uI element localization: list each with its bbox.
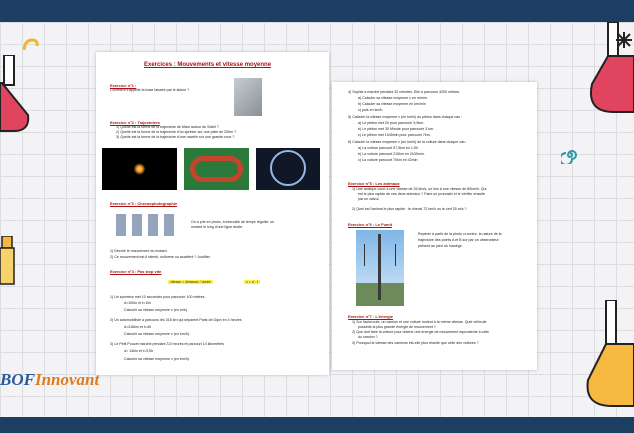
exercise-5-heading: Exercice n°5 : Les animaux: [348, 181, 400, 186]
p2-line-3: b) Calculer sa vitesse moyenne en km/min: [358, 102, 426, 106]
flask-bottom-right-icon: [582, 300, 634, 410]
exercise-4-q1b: d=100m et t=10s: [124, 301, 151, 305]
p2-line-12: c) La voiture parcourt 70km en 42min: [358, 158, 418, 162]
exercise-5-line-b: est le plus rapide de ces deux animaux ? Faire un pronostic et le vérifier ensuite: [358, 192, 486, 196]
spiral-icon: [561, 146, 579, 164]
worksheet-page-2: [332, 82, 537, 370]
p2-line-8: c) Le piéton met 1h45min pour parcourir 7km.: [358, 133, 431, 137]
logo-part-2: Innovant: [34, 370, 100, 389]
exercise-5-line-d: 2) Quel est l'animal le plus rapide : le cheval 72 km/h ou le cerf 25 m/s ?: [352, 207, 467, 211]
chronophotography-image: [116, 214, 180, 236]
exercise-3-q1: 1) Décrire le mouvement du motard.: [110, 249, 168, 253]
swirl-icon: [22, 38, 40, 52]
exercise-6-line-b: trajectoire des points A et B sur par un observateur: [418, 238, 499, 242]
ski-photo: [234, 78, 262, 116]
exercise-7-line-e: 3) Pourquoi la vitesse des camions est-elle plus réduite que celle des voitures ?: [352, 341, 479, 345]
exercise-7-line-d: du camion ?: [358, 335, 378, 339]
exercise-3-intro-1: On a pris en photo, à intervalle de temps régulier un: [191, 220, 274, 224]
p2-line-9: 6) Calculer la vitesse moyenne v (en km/h) de la voiture dans chaque cas :: [348, 140, 467, 144]
exercise-4-q1c: Calculer sa vitesse moyenne v (en m/s).: [124, 308, 188, 312]
exercise-7-line-b: possède la plus grande énergie de mouvement ?: [358, 325, 436, 329]
p2-line-7: b) Le piéton met 30 Minute pour parcourir 3 km.: [358, 127, 434, 131]
exercise-4-q3b: d= 14km et t=3,5h: [124, 349, 153, 353]
p2-line-4: c) puis en km/h.: [358, 108, 384, 112]
site-logo[interactable]: [0, 370, 99, 390]
flask-left-icon: [0, 55, 34, 135]
exercise-5-line-c: par un calcul.: [358, 197, 380, 201]
p2-line-2: a) Calculer sa vitesse moyenne v en m/min.: [358, 96, 428, 100]
logo-part-1: BOF: [0, 370, 35, 389]
exercise-4-q2a: 2) Un automobiliste a parcouru les 316 km qui séparent Paris de Dijon en 4 heures: [110, 318, 242, 322]
exercise-6-line-c: présent au pied du manège.: [418, 244, 463, 248]
formula-words: vitesse = distance / durée: [170, 280, 211, 284]
exercise-2-q1: 1) Quelle est la forme de la trajectoire de Mars autour du Soleil ?: [116, 125, 219, 129]
formula-symbols: v = d : t: [246, 280, 258, 284]
exercise-4-q3c: Calculer sa vitesse moyenne v (en km/h).: [124, 357, 190, 361]
p2-line-11: b) La voiture parcourt 210km en 2h30min.: [358, 152, 425, 156]
exercise-2-q2: 2) Quelle est la forme de la trajectoire d'un sprinter sur une piste de 200m ?: [116, 130, 237, 134]
exercise-3-heading: Exercice n°3 : Chronophotographie: [110, 201, 178, 206]
exercise-3-intro-2: motard le long d'une ligne droite.: [191, 225, 244, 229]
bottle-left-icon: [0, 236, 16, 286]
exercise-6-heading: Exercice n°6 : Le Fumit: [348, 222, 393, 227]
exercise-5-line-a: 1) Une antilope court à une vitesse de 25,5m/s, un lion à une vitesse de 80km/h. Qui: [352, 187, 487, 191]
exercise-6-line-a: Repérer à partir de la photo ci-contre, la nature de la: [418, 232, 502, 236]
exercise-3-q2: 2) Ce mouvement est-il ralenti, uniforme ou accéléré ? Justifier.: [110, 255, 211, 259]
exercise-4-q2b: d=316km et t=4h: [124, 325, 151, 329]
running-track-photo: [184, 148, 249, 190]
exercise-7-line-a: 1) Sur l'autoroute, un camion et une voiture roulent à la même vitesse. Quel véhicule: [352, 320, 487, 324]
worksheet-page-1: [96, 52, 329, 375]
top-band: [0, 0, 634, 22]
p2-line-5: 5) Calculer la vitesse moyenne v (en km/h) du piéton dans chaque cas :: [348, 115, 463, 119]
p2-line-6: a) Le piéton met 2h pour parcourir 9,5km.: [358, 121, 425, 125]
p2-line-1: 4) Sophie a marché pendant 32 minutes. Elle a parcouru 3200 mètres.: [348, 90, 461, 94]
exercise-4-q3a: 3) Le Petit Poucet marche pendant 3,5 heures et parcourt 14 kilomètres: [110, 342, 225, 346]
exercise-4-heading: Exercice n°4 : Pas trop vite: [110, 269, 162, 274]
exercise-7-line-c: 2) Que doit faire la voiture pour obtenir une énergie de mouvement équivalente à celle: [352, 330, 490, 334]
exercise-7-heading: Exercice n°7 : L'énergie: [348, 314, 394, 319]
worksheet-title: Exercices : Mouvements et vitesse moyenne: [144, 62, 272, 68]
exercise-1-question: Comment s'appelle la trace laissée par le skieur ?: [110, 88, 190, 92]
solar-system-photo: [102, 148, 177, 190]
p2-line-10: a) La voiture parcourt 97,5km en 1,5h: [358, 146, 418, 150]
exercise-4-q2c: Calculer sa vitesse moyenne v (en km/h).: [124, 332, 190, 336]
exercise-1-heading: Exercice n°1 :: [110, 83, 137, 88]
bottom-band: [0, 417, 634, 433]
exercise-4-q1a: 1) Un sprinteur met 10 secondes pour parcourir 100 mètres.: [110, 295, 206, 299]
exercise-2-q3: 3) Quelle est la forme de la trajectoire d'une nacelle sur une grande roue ?: [116, 135, 235, 139]
ferris-wheel-photo: [256, 148, 320, 190]
exercise-2-heading: Exercice n°2 : Trajectoires: [110, 120, 160, 125]
amusement-ride-photo: [356, 230, 404, 306]
sparkle-icon: [616, 32, 632, 48]
